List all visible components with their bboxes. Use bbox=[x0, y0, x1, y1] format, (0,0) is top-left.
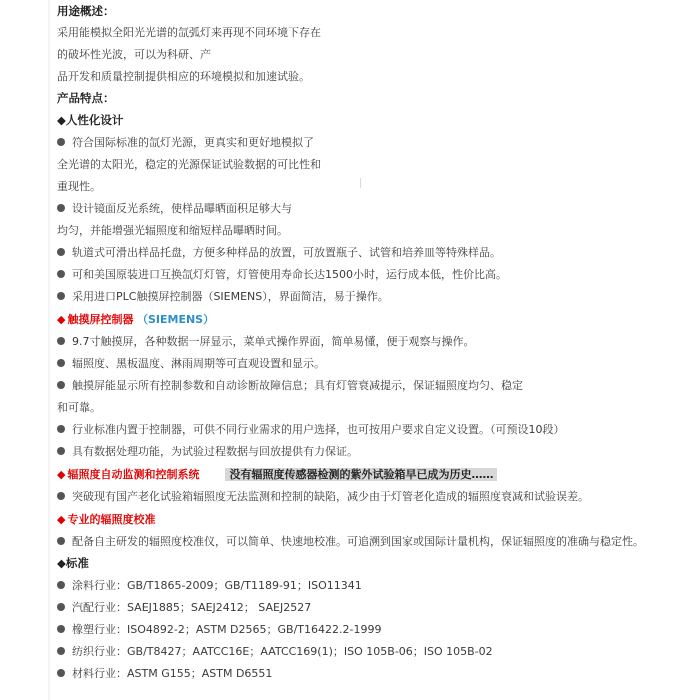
touchscreen-item-4: 行业标准内置于控制器，可供不同行业需求的用户选择，也可按用户要求自定义设置。（可预设10段） bbox=[57, 422, 565, 437]
bullet-dot-icon bbox=[57, 447, 65, 455]
humanized-heading: ◆人性化设计 bbox=[57, 113, 124, 127]
bullet-dot-icon bbox=[57, 425, 65, 433]
standards-item-1: 涂料行业：GB/T1865-2009；GB/T1189-91；ISO11341 bbox=[57, 578, 362, 593]
humanized-item-1: 符合国际标准的氙灯光源，更真实和更好地模拟了 bbox=[57, 135, 314, 150]
touchscreen-heading-line bbox=[57, 312, 214, 327]
standards-item-2: 汽配行业：SAEJ1885；SAEJ2412； SAEJ2527 bbox=[57, 600, 311, 615]
calibration-heading: 专业的辐照度校准 bbox=[67, 513, 156, 526]
touchscreen-item-1: 9.7寸触摸屏，各种数据一屏显示，菜单式操作界面，简单易懂，便于观察与操作。 bbox=[57, 334, 475, 349]
standards-item-5: 材料行业：ASTM G155；ASTM D6551 bbox=[57, 666, 272, 681]
bullet-dot-icon bbox=[57, 138, 65, 146]
touchscreen-heading: 触摸屏控制器 bbox=[67, 313, 134, 326]
left-margin-bar bbox=[48, 0, 50, 700]
touchscreen-item-2: 辐照度、黑板温度、淋雨周期等可直观设置和显示。 bbox=[57, 356, 325, 371]
touchscreen-brand: （SIEMENS） bbox=[136, 313, 215, 326]
bullet-dot-icon bbox=[57, 204, 65, 212]
features-heading: 产品特点： bbox=[57, 91, 115, 105]
bullet-dot-icon bbox=[57, 492, 65, 500]
diamond-icon: ◆ bbox=[57, 513, 66, 526]
bullet-dot-icon bbox=[57, 625, 65, 633]
usage-heading: 用途概述： bbox=[57, 4, 115, 18]
usage-line-3: 品开发和质量控制提供相应的环境模拟和加速试验。 bbox=[57, 70, 310, 83]
bullet-dot-icon bbox=[57, 537, 65, 545]
standards-heading: ◆标准 bbox=[57, 556, 89, 570]
touchscreen-item-3-cont: 和可靠。 bbox=[57, 401, 101, 414]
bullet-dot-icon bbox=[57, 381, 65, 389]
humanized-item-2-cont: 均匀，并能增强光辐照度和缩短样品曝晒时间。 bbox=[57, 224, 288, 237]
irradiance-heading-line bbox=[57, 467, 497, 482]
usage-line-2: 的破坏性光波，可以为科研、产 bbox=[57, 48, 211, 61]
humanized-item-4: 可和美国原装进口互换氙灯灯管，灯管使用寿命长达1500小时，运行成本低，性价比高。 bbox=[57, 267, 507, 282]
stray-mark bbox=[360, 178, 361, 188]
humanized-item-1-cont2: 重现性。 bbox=[57, 180, 101, 193]
touchscreen-item-5: 具有数据处理功能，为试验过程数据与回放提供有力保证。 bbox=[57, 444, 358, 459]
calibration-item-1: 配备自主研发的辐照度校准仪，可以简单、快速地校准。可追溯到国家或国际计量机构，保证辐照度的准确与稳定性。 bbox=[57, 534, 644, 549]
usage-line-1: 采用能模拟全阳光光谱的氙弧灯来再现不同环境下存在 bbox=[57, 26, 321, 39]
humanized-item-2: 设计镜面反光系统，使样品曝晒面积足够大与 bbox=[57, 201, 292, 216]
humanized-item-3: 轨道式可滑出样品托盘，方便多种样品的放置，可放置瓶子、试管和培养皿等特殊样品。 bbox=[57, 245, 501, 260]
irradiance-item-1: 突破现有国产老化试验箱辐照度无法监测和控制的缺陷，减少由于灯管老化造成的辐照度衰减和试验误差。 bbox=[57, 489, 589, 504]
bullet-dot-icon bbox=[57, 359, 65, 367]
bullet-dot-icon bbox=[57, 669, 65, 677]
diamond-icon: ◆ bbox=[57, 313, 66, 326]
calibration-heading-line bbox=[57, 512, 155, 527]
bullet-dot-icon bbox=[57, 337, 65, 345]
bullet-dot-icon bbox=[57, 581, 65, 589]
touchscreen-item-3: 触摸屏能显示所有控制参数和自动诊断故障信息；具有灯管衰减提示，保证辐照度均匀、稳定 bbox=[57, 378, 523, 393]
bullet-dot-icon bbox=[57, 248, 65, 256]
irradiance-banner: 没有辐照度传感器检测的紫外试验箱早已成为历史…… bbox=[225, 468, 497, 481]
bullet-dot-icon bbox=[57, 603, 65, 611]
standards-item-4: 纺织行业：GB/T8427；AATCC16E；AATCC169(1)；ISO 105B-06；ISO 105B-02 bbox=[57, 644, 493, 659]
irradiance-heading: 辐照度自动监测和控制系统 bbox=[67, 468, 200, 481]
bullet-dot-icon bbox=[57, 270, 65, 278]
bullet-dot-icon bbox=[57, 647, 65, 655]
standards-item-3: 橡塑行业：ISO4892-2；ASTM D2565；GB/T16422.2-1999 bbox=[57, 622, 381, 637]
humanized-item-5: 采用进口PLC触摸屏控制器（SIEMENS），界面简洁，易于操作。 bbox=[57, 289, 389, 304]
diamond-icon: ◆ bbox=[57, 468, 66, 481]
bullet-dot-icon bbox=[57, 292, 65, 300]
humanized-item-1-cont: 全光谱的太阳光，稳定的光源保证试验数据的可比性和 bbox=[57, 158, 321, 171]
